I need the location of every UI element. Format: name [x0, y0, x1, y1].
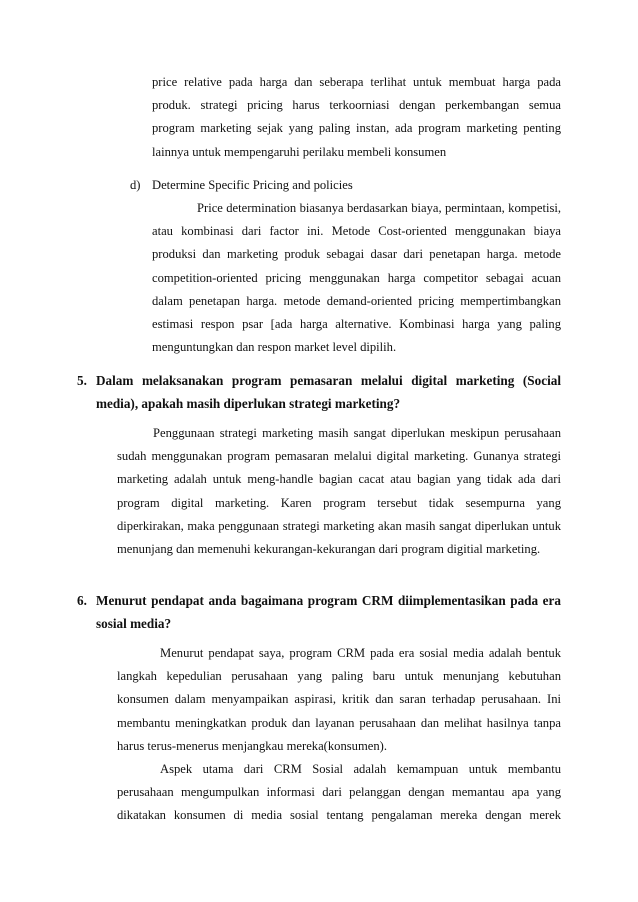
item-d-label: d)	[130, 178, 141, 192]
paragraph-price-relative: price relative pada harga dan seberapa terlihat untuk membuat harga pada produk. strategi pricing harus terkoorniasi dengan perkembangan semua program marketing sejak yang paling instan, ada program marketing penting lainnya untuk mempengaruhi perilaku membeli konsumen	[152, 75, 561, 159]
question-5-heading: Dalam melaksanakan program pemasaran melalui digital marketing (Social media), apakah masih diperlukan strategi marketing?	[96, 373, 561, 412]
question-5-number: 5.	[77, 373, 87, 388]
question-6-number: 6.	[77, 593, 87, 608]
question-5-answer: Penggunaan strategi marketing masih sangat diperlukan meskipun perusahaan sudah menggunakan program pemasaran melalui digital marketing. Gunanya strategi marketing adalah untuk meng-handle bagian cacat atau bagian yang tidak ada dari program digital marketing. Karen program tersebut tidak sesempurna yang diperkirakan, maka penggunaan strategi marketing akan masih sangat diperlukan untuk menunjang dan memenuhi kekurangan-kekurangan dari program digitial marketing.	[117, 426, 561, 557]
question-6-answer-2: Aspek utama dari CRM Sosial adalah kemampuan untuk membantu perusahaan mengumpulkan informasi dari pelanggan dengan memantau apa yang dikatakan konsumen di media sosial tentang pengalaman mereka dengan merek	[117, 762, 561, 823]
item-d-body: Price determination biasanya berdasarkan biaya, permintaan, kompetisi, atau kombinasi dari factor ini. Metode Cost-oriented menggunakan biaya produksi dan marketing produk sebagai dasar dari penetapan harga. metode competition-oriented pricing menggunakan harga competitor sebagai acuan dalam penetapan harga. metode demand-oriented pricing mempertimbangkan estimasi respon psar [ada harga alternative. Kombinasi harga yang paling menguntungkan dan respon market level dipilih.	[152, 201, 561, 355]
item-d-title: Determine Specific Pricing and policies	[152, 178, 353, 192]
question-6-answer-1: Menurut pendapat saya, program CRM pada era sosial media adalah bentuk langkah kepedulian perusahaan yang paling baru untuk menunjang kebutuhan konsumen dalam menyampaikan aspirasi, kritik dan saran terhadap perusahaan. Ini membantu meningkatkan produk dan layanan perusahaan dan melihat hasilnya tanpa harus terus-menerus menjangkau mereka(konsumen).	[117, 646, 561, 753]
question-6-heading: Menurut pendapat anda bagaimana program CRM diimplementasikan pada era sosial media?	[96, 593, 561, 632]
